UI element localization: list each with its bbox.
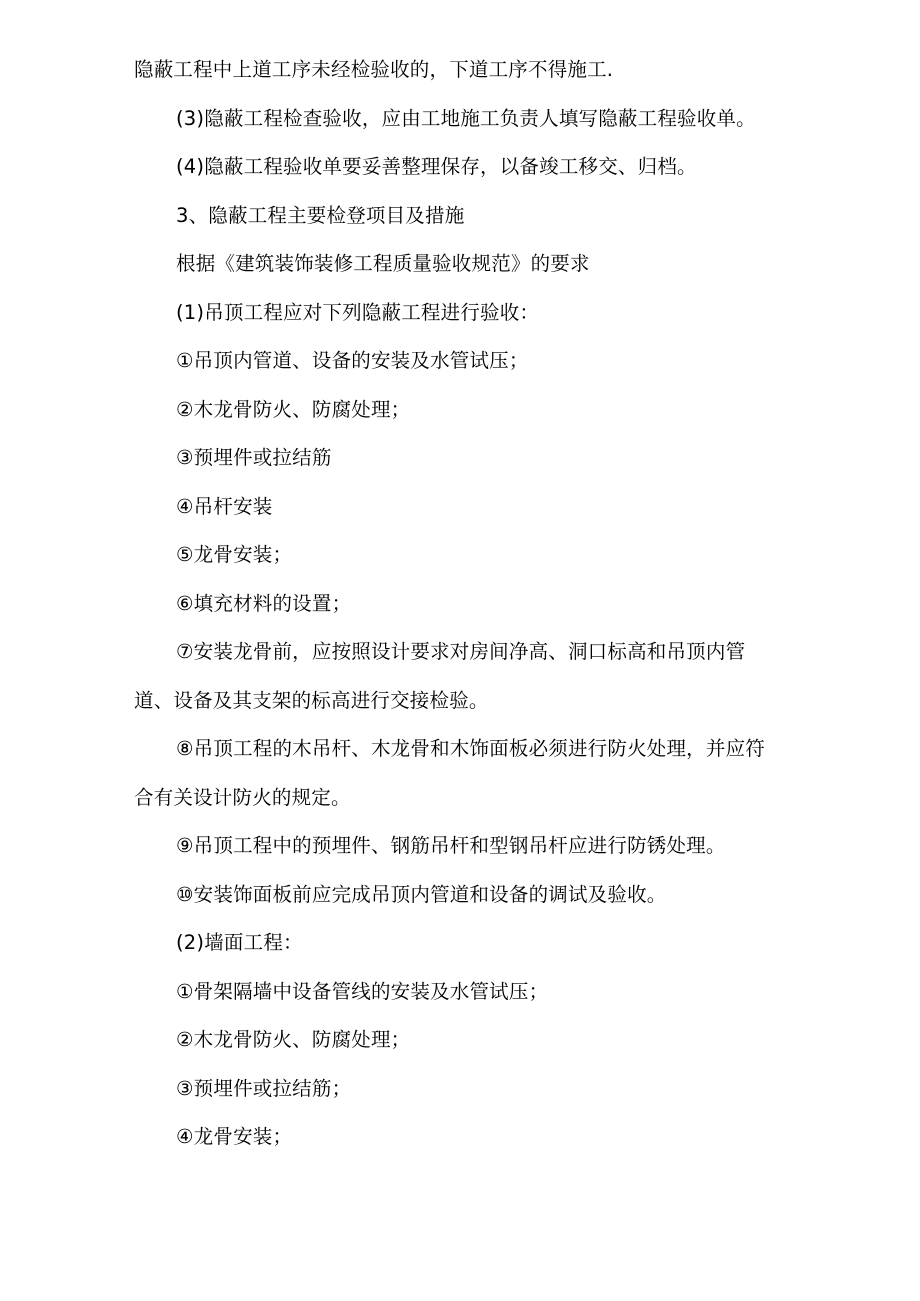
list-item: ⑧吊顶工程的木吊杆、木龙骨和木饰面板必须进行防火处理，并应符 xyxy=(176,737,765,760)
list-item: ③预埋件或拉结筋 xyxy=(176,446,332,469)
list-item: ⑨吊顶工程中的预埋件、钢筋吊杆和型钢吊杆应进行防锈处理。 xyxy=(176,834,726,857)
list-item: ④龙骨安装； xyxy=(176,1125,293,1148)
text-line-3: (4)隐蔽工程验收单要妥善整理保存，以备竣工移交、归档。 xyxy=(176,155,697,178)
document-body xyxy=(134,46,784,1162)
list-item: ⑥填充材料的设置； xyxy=(176,591,352,615)
list-item: ⑩安装饰面板前应完成吊顶内管道和设备的调试及验收。 xyxy=(176,882,667,906)
text-line-2: (3)隐蔽工程检查验收，应由工地施工负责人填写隐蔽工程验收单。 xyxy=(176,106,756,130)
list-item: ①吊顶内管道、设备的安装及水管试压； xyxy=(176,349,529,372)
subsection-heading-wall: (2)墙面工程： xyxy=(176,931,303,954)
text-line-1: 隐蔽工程中上道工序未经检验收的，下道工序不得施工. xyxy=(134,58,614,81)
list-item: ⑤龙骨安装； xyxy=(176,543,293,566)
list-item-continuation: 道、设备及其支架的标高进行交接检验。 xyxy=(134,688,489,712)
section-heading-3: 3、隐蔽工程主要检登项目及措施 xyxy=(176,203,465,227)
list-item: ②木龙骨防火、防腐处理； xyxy=(176,1028,411,1051)
list-item: ③预埋件或拉结筋； xyxy=(176,1076,352,1100)
list-item: ②木龙骨防火、防腐处理； xyxy=(176,397,411,421)
list-item-continuation: 合有关设计防火的规定。 xyxy=(134,785,351,809)
subsection-heading-ceiling: (1)吊顶工程应对下列隐蔽工程进行验收： xyxy=(176,300,540,324)
list-item: ⑦安装龙骨前，应按照设计要求对房间净高、洞口标高和吊顶内管 xyxy=(176,640,746,663)
list-item: ④吊杆安装 xyxy=(176,494,273,518)
list-item: ①骨架隔墙中设备管线的安装及水管试压； xyxy=(176,979,549,1003)
text-line-5: 根据《建筑装饰装修工程质量验收规范》的要求 xyxy=(176,252,590,275)
